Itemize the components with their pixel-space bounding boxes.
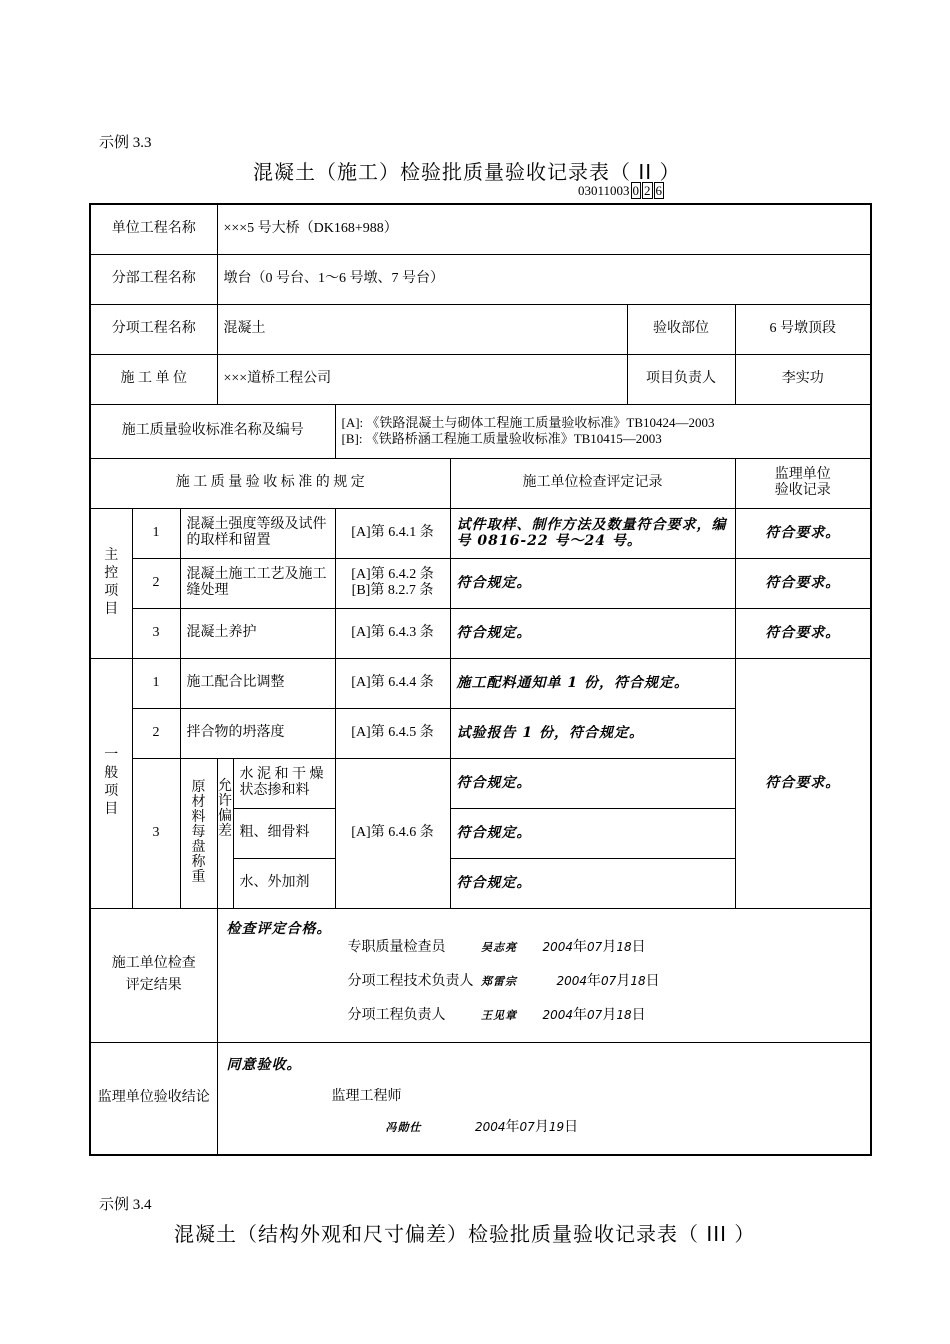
material-subitem-record: 符合规定。 [450, 758, 735, 808]
acceptance-part-label: 验收部位 [627, 304, 735, 354]
general-item-row [90, 658, 871, 708]
material-subitem: 粗、细骨料 [233, 808, 335, 858]
month-unit: 月 [534, 1119, 549, 1135]
signer-row [348, 1007, 646, 1024]
main-item-name: 混凝土养护 [180, 608, 335, 658]
main-item-clause: [A]第 6.4.1 条 [335, 508, 450, 558]
month-unit: 月 [602, 1007, 617, 1023]
construction-unit-label: 施 工 单 位 [90, 354, 217, 404]
material-subitem-record: 符合规定。 [450, 808, 735, 858]
signer-row [348, 939, 646, 956]
general-items-group-text: 一般项目 [104, 748, 119, 817]
standard-line-b: [B]: 《铁路桥涵工程施工质量验收标准》TB10415—2003 [341, 431, 662, 446]
form-title-b: 混凝土（结构外观和尺寸偏差）检验批质量验收记录表（ III ） [174, 1222, 756, 1246]
row-division [90, 254, 871, 304]
supervisor-result-content [217, 1042, 871, 1155]
standard-line-a: [A]: 《铁路混凝土与砌体工程施工质量验收标准》TB10424—2003 [341, 415, 715, 430]
supervisor-result-label: 监理单位验收结论 [90, 1042, 217, 1155]
main-item-supervisor: 符合要求。 [735, 508, 871, 558]
supervisor-record-header-line1: 监理单位 [774, 467, 831, 482]
weighing-label [180, 758, 217, 908]
signer-signature: 王见章 [481, 1008, 517, 1022]
acceptance-part-value: 6 号墩顶段 [735, 304, 871, 354]
example-label-b: 示例 3.4 [99, 1197, 152, 1213]
main-item-no: 3 [132, 608, 180, 658]
signer-role: 分项工程技术负责人 [347, 973, 474, 989]
signer-month: 07 [587, 939, 603, 954]
signer-year: 2004 [556, 973, 588, 988]
general-item-name: 施工配合比调整 [180, 658, 335, 708]
main-items-group-label [90, 508, 132, 658]
example-label-a: 示例 3.3 [99, 135, 152, 151]
subitem-label: 分项工程名称 [90, 304, 217, 354]
unit-project-label: 单位工程名称 [90, 204, 217, 254]
main-item-name: 混凝土施工工艺及施工缝处理 [180, 558, 335, 608]
contractor-record-header: 施工单位检查评定记录 [450, 458, 735, 508]
main-item-clause-a: [A]第 6.4.2 条 [351, 567, 434, 582]
day-unit: 日 [564, 1119, 579, 1135]
signer-day: 18 [616, 939, 632, 954]
inspection-record-table [89, 203, 872, 1156]
construction-unit-value: ×××道桥工程公司 [217, 354, 627, 404]
signer-row [348, 973, 660, 990]
month-unit: 月 [616, 973, 631, 989]
contractor-conclusion: 检查评定合格。 [226, 920, 332, 937]
year-unit: 年 [573, 1007, 588, 1023]
general-item-name: 拌合物的坍落度 [180, 708, 335, 758]
supervisor-signature: 冯勋仕 [385, 1120, 422, 1134]
main-item-record: 试件取样、制作方法及数量符合要求，编号 0816-22 号～24 号。 [450, 508, 735, 558]
row-subitem [90, 304, 871, 354]
project-manager-value: 李实功 [735, 354, 871, 404]
form-title-a: 混凝土（施工）检验批质量验收记录表（ II ） [253, 160, 681, 184]
row-standard [90, 404, 871, 458]
main-item-supervisor: 符合要求。 [735, 608, 871, 658]
signer-day: 18 [630, 973, 646, 988]
supervisor-day: 19 [548, 1119, 565, 1134]
supervisor-conclusion: 同意验收。 [226, 1056, 302, 1073]
unit-project-value: ×××5 号大桥（DK168+988） [217, 204, 871, 254]
year-unit: 年 [587, 973, 602, 989]
year-unit: 年 [573, 939, 588, 955]
row-headers [90, 458, 871, 508]
general-item-no: 3 [132, 758, 180, 908]
tolerance-label-text: 允许偏差 [218, 778, 232, 839]
form-code-box-3: 6 [655, 183, 663, 198]
main-item-clause: [A]第 6.4.3 条 [335, 608, 450, 658]
signer-day: 18 [616, 1007, 632, 1022]
main-item-no: 2 [132, 558, 180, 608]
main-item-record: 符合规定。 [450, 608, 735, 658]
day-unit: 日 [631, 1007, 646, 1023]
subitem-value: 混凝土 [217, 304, 627, 354]
signer-year: 2004 [542, 1007, 574, 1022]
form-code-prefix: 03011003 [578, 183, 630, 198]
general-item-no: 2 [132, 708, 180, 758]
supervisor-record-header [735, 458, 871, 508]
division-label: 分部工程名称 [90, 254, 217, 304]
day-unit: 日 [645, 973, 660, 989]
division-value: 墩台（0 号台、1～6 号墩、7 号台） [217, 254, 871, 304]
contractor-result-content [217, 908, 871, 1042]
supervisor-month: 07 [519, 1119, 535, 1134]
general-item-no: 1 [132, 658, 180, 708]
supervisor-role: 监理工程师 [331, 1088, 402, 1104]
main-item-clause-b: [B]第 8.2.7 条 [351, 583, 434, 598]
material-subitem: 水、外加剂 [233, 858, 335, 908]
main-item-no: 1 [132, 508, 180, 558]
project-manager-label: 项目负责人 [627, 354, 735, 404]
form-code-box-1: 0 [632, 183, 640, 198]
signer-month: 07 [601, 973, 617, 988]
row-contractor-result [90, 908, 871, 1042]
main-item-record: 符合规定。 [450, 558, 735, 608]
general-item-record: 施工配料通知单 1 份，符合规定。 [450, 658, 735, 708]
contractor-result-label-line1: 施工单位检查 [111, 956, 196, 971]
main-item-row [90, 608, 871, 658]
supervisor-record-header-line2: 验收记录 [774, 483, 831, 498]
contractor-result-label [90, 908, 217, 1042]
standard-label: 施工质量验收标准名称及编号 [90, 404, 335, 458]
row-unit-project [90, 204, 871, 254]
contractor-result-label-line2: 评定结果 [125, 978, 182, 993]
main-item-name: 混凝土强度等级及试件的取样和留置 [180, 508, 335, 558]
material-subitem-record: 符合规定。 [450, 858, 735, 908]
standard-value [335, 404, 871, 458]
main-item-clause [335, 558, 450, 608]
signer-month: 07 [587, 1007, 603, 1022]
spec-header: 施 工 质 量 验 收 标 准 的 规 定 [90, 458, 450, 508]
main-item-row [90, 508, 871, 558]
main-items-group-text: 主控项目 [104, 548, 119, 617]
signer-role: 专职质量检查员 [347, 939, 446, 955]
form-code-box-2: 2 [644, 183, 651, 198]
year-unit: 年 [505, 1119, 520, 1135]
material-subitem: 水 泥 和 干 燥 状态掺和料 [233, 758, 335, 808]
supervisor-year: 2004 [475, 1119, 506, 1134]
main-item-row [90, 558, 871, 608]
day-unit: 日 [631, 939, 646, 955]
general-items-group-label [90, 658, 132, 908]
general-items-supervisor: 符合要求。 [735, 658, 871, 908]
signer-year: 2004 [542, 939, 574, 954]
tolerance-label [217, 758, 233, 908]
row-construction-unit [90, 354, 871, 404]
form-code [578, 182, 664, 199]
general-item-clause: [A]第 6.4.5 条 [335, 708, 450, 758]
main-item-supervisor: 符合要求。 [735, 558, 871, 608]
weighing-label-text: 原材料每盘称重 [191, 780, 206, 885]
month-unit: 月 [602, 939, 617, 955]
supervisor-signer-row [386, 1119, 579, 1136]
general-item-clause: [A]第 6.4.6 条 [335, 758, 450, 908]
general-item-clause: [A]第 6.4.4 条 [335, 658, 450, 708]
row-supervisor-result [90, 1042, 871, 1155]
signer-signature: 郑雷宗 [481, 974, 517, 988]
general-item-record: 试验报告 1 份，符合规定。 [450, 708, 735, 758]
signer-role: 分项工程负责人 [347, 1007, 446, 1023]
signer-signature: 吴志亮 [481, 940, 517, 954]
